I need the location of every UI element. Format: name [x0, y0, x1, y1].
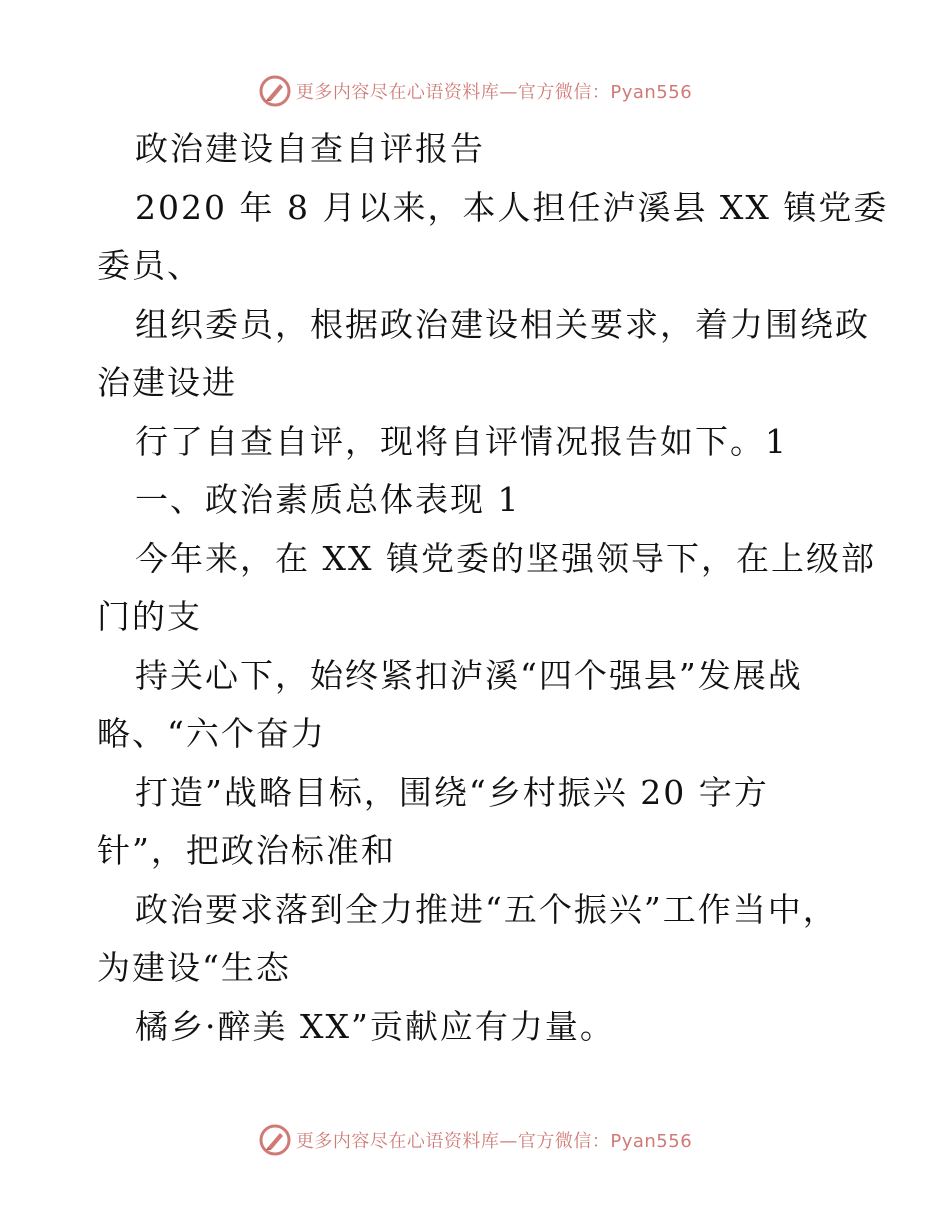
footer-watermark	[0, 1120, 950, 1160]
pen-nib-logo-icon	[258, 1123, 292, 1157]
paragraph-line: 行了自查自评，现将自评情况报告如下。1	[135, 421, 788, 461]
paragraph-line: 略、“六个奋力	[97, 714, 326, 753]
watermark-text: 更多内容尽在心语资料库—官方微信：Pyan556	[295, 1131, 693, 1152]
paragraph-line: 橘乡·醉美 XX”贡献应有力量。	[135, 1006, 615, 1046]
header-watermark	[0, 71, 950, 111]
paragraph-line: 2020 年 8 月以来，本人担任泸溪县 XX 镇党委	[135, 187, 889, 227]
paragraph-line: 今年来，在 XX 镇党委的坚强领导下，在上级部	[135, 538, 876, 578]
pen-nib-logo-icon	[258, 74, 292, 108]
paragraph-line: 持关心下，始终紧扣泸溪“四个强县”发展战	[135, 655, 803, 695]
watermark-text: 更多内容尽在心语资料库—官方微信：Pyan556	[295, 82, 693, 103]
paragraph-line: 门的支	[97, 597, 202, 636]
paragraph-line: 为建设“生态	[97, 948, 291, 987]
paragraph-line: 委员、	[97, 246, 202, 285]
paragraph-line: 打造”战略目标，围绕“乡村振兴 20 字方	[135, 772, 769, 812]
document-body	[97, 120, 889, 1056]
document-title: 政治建设自查自评报告	[135, 129, 485, 168]
paragraph-line: 针”，把政治标准和	[97, 831, 396, 870]
paragraph-line: 政治要求落到全力推进“五个振兴”工作当中，	[135, 889, 838, 929]
section-heading: 一、政治素质总体表现 1	[135, 480, 521, 519]
paragraph-line: 治建设进	[97, 363, 237, 402]
paragraph-line: 组织委员，根据政治建设相关要求，着力围绕政	[135, 304, 870, 344]
